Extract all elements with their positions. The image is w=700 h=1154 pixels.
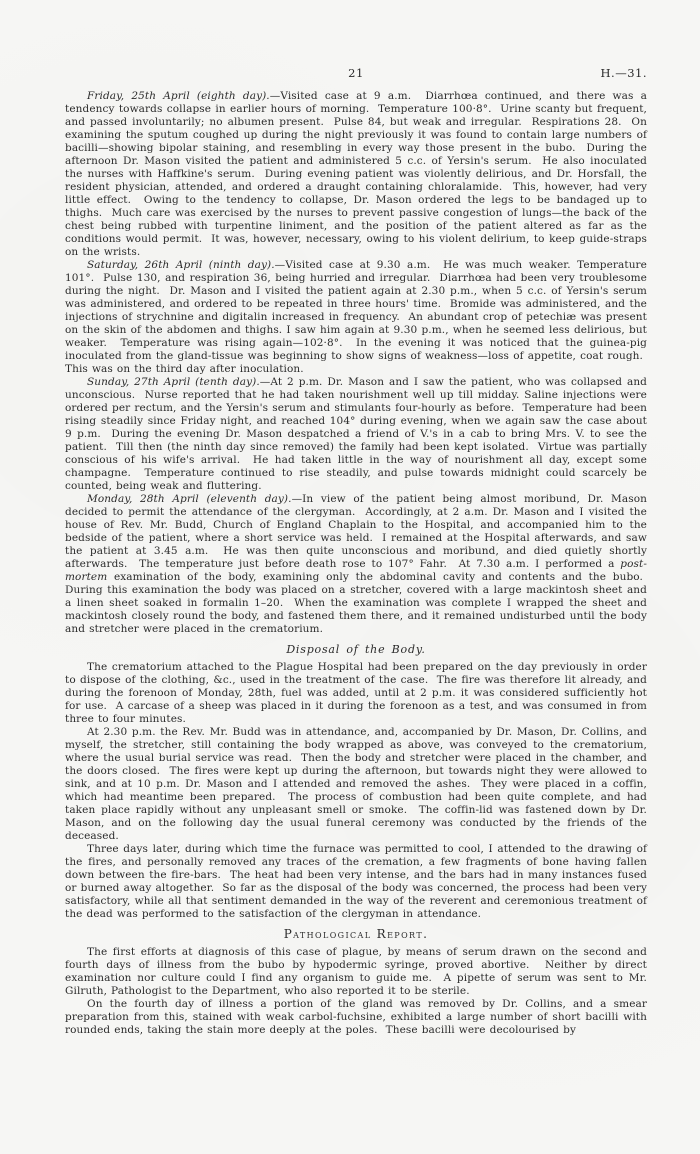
text-run: —At 2 p.m. Dr. Mason and I saw the patient, who was collapsed and unconscious. Nurse reported that he had taken nourishment well up till midday. Saline injections were ordered per rectum, and the Yersin's serum and stimulants four-hourly as before. Temperature had been rising steadily since Friday night, and reached 104° during evening, when we again saw the case about 9 p.m. During the evening Dr. Mason despatched a friend of V.'s in a cab to bring Mrs. V. to see the patient. Till then (the ninth day since removed) the family had been kept isolated. Virtue was partially conscious of his wife's arrival. He had taken little in the way of nourishment all day, except some champagne. Temperature continued to rise steadily, and pulse towards midnight could scarcely be counted, being weak and fluttering. xyxy=(65,376,648,492)
text-run: Three days later, during which time the furnace was permitted to cool, I attended to the drawing of the fires, and personally removed any traces of the cremation, a few fragments of bone having fallen down between the fire-bars. The heat had been very intense, and the bars had in many instances fused or burned away altogether. So far as the disposal of the body was concerned, the process had been very satisfactory, while all that sentiment demanded in the way of the reverent and ceremonious treatment of the dead was performed to the satisfaction of the clergyman in attendance. xyxy=(65,843,647,920)
text-run: examination of the body, examining only the abdominal cavity and contents and the bubo. During this examination the body was placed on a stretcher, covered with a large mackintosh sheet and a linen sheet soaked in formalin 1–20. When the examination was complete I wrapped the sheet and mackintosh closely round the body, and fastened them there, and it remained undisturbed until the body and stretcher were placed in the crematorium. xyxy=(65,571,647,635)
document-reference: H.—31. xyxy=(600,66,647,80)
text-run: The first efforts at diagnosis of this case of plague, by means of serum drawn on the second and fourth days of illness from the bubo by hypodermic syringe, proved abortive. Neither by direct examination nor culture could I find any organism to guide me. A pipette of serum was sent to Mr. Gilruth, Pathologist to the Department, who also reported it to be sterile. xyxy=(65,946,647,997)
text-run: The crematorium attached to the Plague Hospital had been prepared on the day previously in order to dispose of the clothing, &c., used in the treatment of the case. The fire was therefore lit already, and during the forenoon of Monday, 28th, fuel was added, until at 2 p.m. it was considered sufficiently hot for use. A carcase of a sheep was placed in it during the forenoon as a test, and was consumed in from three to four minutes. xyxy=(65,661,647,725)
paragraph xyxy=(65,376,647,493)
text-run: At 2.30 p.m. the Rev. Mr. Budd was in attendance, and, accompanied by Dr. Mason, Dr. Collins, and myself, the stretcher, still containing the body wrapped as above, was conveyed to the crematorium, where the usual burial service was read. Then the body and stretcher were placed in the chamber, and the doors closed. The fires were kept up during the afternoon, but towards night they were allowed to sink, and at 10 p.m. Dr. Mason and I attended and removed the ashes. They were placed in a coffin, which had meantime been prepared. The process of combustion had been quite complete, and had taken place rapidly without any unpleasant smell or smoke. The coffin-lid was fastened down by Dr. Mason, and on the following day the usual funeral ceremony was conducted by the friends of the deceased. xyxy=(65,726,647,842)
text-run: On the fourth day of illness a portion of the gland was removed by Dr. Collins, and a smear preparation from this, stained with weak carbol-fuchsine, exhibited a large number of short bacilli with rounded ends, taking the stain more deeply at the poles. These bacilli were decolourised by xyxy=(65,998,647,1036)
page-number: 21 xyxy=(348,66,364,80)
heading-pathological-report: Pathological Report. xyxy=(283,927,429,941)
paragraph xyxy=(65,661,647,726)
italic-text-run: post-mortem xyxy=(65,558,647,583)
text-run: —In view of the patient being almost moribund, Dr. Mason decided to permit the attendance of the clergyman. Accordingly, at 2 a.m. Dr. Mason and I visited the house of Rev. Mr. Budd, Church of England Chaplain to the Hospital, and accompanied him to the bedside of the patient, where a short service was held. I remained at the Hospital afterwards, and saw the patient at 3.45 a.m. He was then quite unconscious and moribund, and died quietly shortly afterwards. The temperature just before death rose to 107° Fahr. At 7.30 a.m. I performed a xyxy=(65,493,647,570)
italic-text-run: Friday, 25th April (eighth day). xyxy=(87,90,270,102)
italic-text-run: Sunday, 27th April (tenth day). xyxy=(87,376,260,388)
paragraph xyxy=(65,259,647,376)
paragraph xyxy=(65,998,647,1037)
paragraph xyxy=(65,946,647,998)
paragraph xyxy=(65,843,647,921)
italic-text-run: Monday, 28th April (eleventh day). xyxy=(87,493,292,505)
text-run: —Visited case at 9.30 a.m. He was much weaker. Temperature 101°. Pulse 130, and respiration 36, being hurried and irregular. Diarrhœa had been very troublesome during the night. Dr. Mason and I visited the patient again at 2.30 p.m., when 5 c.c. of Yersin's serum was administered, and ordered to be repeated in three hours' time. Bromide was administered, and the injections of strychnine and digitalin increased in frequency. An abundant crop of petechiæ was present on the skin of the abdomen and thighs. I saw him again at 9.30 p.m., when he seemed less delirious, but weaker. Temperature was rising again—102·8°. In the evening it was noticed that the guinea-pig inoculated from the gland-tissue was beginning to show signs of weakness—loss of appetite, coat rough. This was on the third day after inoculation. xyxy=(65,259,647,375)
paragraph xyxy=(65,726,647,843)
text-run: —Visited case at 9 a.m. Diarrhœa continued, and there was a tendency towards collapse in earlier hours of morning. Temperature 100·8°. Urine scanty but frequent, and passed involuntarily; no albumen present. Pulse 84, but weak and irregular. Respirations 28. On examining the sputum coughed up during the night previously it was found to contain large numbers of bacilli—showing bipolar staining, and resembling in every way those present in the bubo. During the afternoon Dr. Mason visited the patient and administered 5 c.c. of Yersin's serum. He also inoculated the nurses with Haffkine's serum. During evening patient was violently delirious, and Dr. Horsfall, the resident physician, attended, and ordered a draught containing chloralamide. This, however, had very little effect. Owing to the tendency to collapse, Dr. Mason ordered the legs to be bandaged up to thighs. Much care was exercised by the nurses to prevent passive congestion of lungs—the back of the chest being rubbed with turpentine liniment, and the position of the patient altered as far as the conditions would permit. It was, however, necessary, owing to his violent delirium, to keep guide-straps on the wrists. xyxy=(65,90,647,258)
document-body xyxy=(65,90,647,1037)
paragraph xyxy=(65,493,647,636)
italic-text-run: Saturday, 26th April (ninth day). xyxy=(87,259,275,271)
page-header xyxy=(65,66,647,82)
heading-disposal-of-the-body: Disposal of the Body. xyxy=(286,643,426,656)
paragraph xyxy=(65,90,647,259)
